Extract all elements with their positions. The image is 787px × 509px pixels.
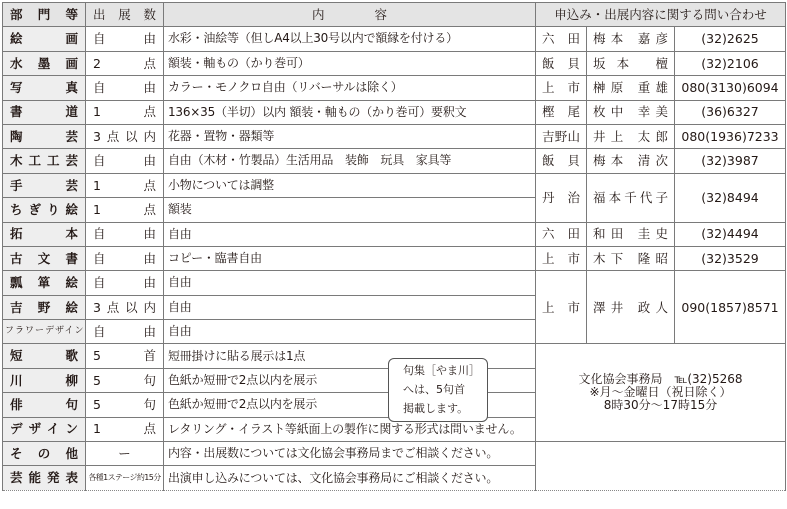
- contact-area: 飯貝: [536, 51, 587, 75]
- contact-name: 坂本 檀: [587, 51, 675, 75]
- content-cell: 額装・軸もの（かり巻可）: [164, 51, 536, 75]
- exhibit-count-cell: 自由: [86, 271, 164, 295]
- exhibit-count-cell: 自由: [86, 149, 164, 173]
- contact-name: 和田 圭史: [587, 222, 675, 246]
- exhibit-count-cell: 1点: [86, 173, 164, 197]
- contact-area: 上市: [536, 246, 587, 270]
- contact-name: 福本千代子: [587, 173, 675, 222]
- office-hours-note: ※月～金曜日（祝日除く）: [589, 385, 732, 400]
- haiku-anthology-note: [388, 358, 488, 422]
- contact-phone: (36)6327: [675, 100, 786, 124]
- category-cell: 拓本: [3, 222, 86, 246]
- exhibit-count-cell: 自由: [86, 222, 164, 246]
- contact-name: 澤井 政人: [587, 271, 675, 344]
- content-cell: 自由: [164, 222, 536, 246]
- content-cell: カラー・モノクロ自由（リバーサルは除く）: [164, 76, 536, 100]
- table-row: [3, 100, 786, 124]
- office-hours: 8時30分～17時15分: [603, 398, 718, 413]
- exhibit-count-cell: 各種1ステージ約15分: [86, 466, 164, 490]
- exhibit-count-cell: 3点以内: [86, 295, 164, 319]
- contact-phone: (32)2106: [675, 51, 786, 75]
- category-cell: その他: [3, 442, 86, 466]
- header-inquiry: 申込み・出展内容に関する問い合わせ: [536, 3, 786, 27]
- category-cell: 芸能発表: [3, 466, 86, 490]
- category-cell: デザイン: [3, 417, 86, 441]
- contact-name: 梅本 嘉彦: [587, 27, 675, 51]
- category-cell: 水墨画: [3, 51, 86, 75]
- contact-phone: (32)4494: [675, 222, 786, 246]
- content-cell: 額装: [164, 198, 536, 222]
- contact-name: 梅本 清次: [587, 149, 675, 173]
- content-cell: 花器・置物・器類等: [164, 124, 536, 148]
- content-cell: 自由: [164, 295, 536, 319]
- exhibit-count-cell: 自由: [86, 27, 164, 51]
- content-cell: 自由（木材・竹製品）生活用品 装飾 玩具 家具等: [164, 149, 536, 173]
- contact-name: 木下 隆昭: [587, 246, 675, 270]
- category-cell: 瓢箪絵: [3, 271, 86, 295]
- exhibit-count-cell: ー: [86, 442, 164, 466]
- content-cell: 水彩・油絵等（但しA4以上30号以内で額縁を付ける）: [164, 27, 536, 51]
- exhibit-count-cell: 1点: [86, 417, 164, 441]
- table-row: [3, 124, 786, 148]
- contact-phone: (32)3529: [675, 246, 786, 270]
- exhibit-count-cell: 自由: [86, 76, 164, 100]
- exhibit-count-cell: 2点: [86, 51, 164, 75]
- contact-phone: (32)2625: [675, 27, 786, 51]
- contact-area: 丹治: [536, 173, 587, 222]
- header-content: 内 容: [164, 3, 536, 27]
- contact-area: 上市: [536, 271, 587, 344]
- content-cell: 色紙か短冊で2点以内を展示: [164, 393, 536, 417]
- category-cell: 吉野絵: [3, 295, 86, 319]
- exhibit-count-cell: 1点: [86, 198, 164, 222]
- exhibit-count-cell: 5句: [86, 368, 164, 392]
- category-cell: 川柳: [3, 368, 86, 392]
- table-row: [3, 246, 786, 270]
- content-cell: コピー・臨書自由: [164, 246, 536, 270]
- content-cell: 内容・出展数については文化協会事務局までご相談ください。: [164, 442, 536, 466]
- exhibit-count-cell: 自由: [86, 320, 164, 344]
- exhibit-count-cell: 1点: [86, 100, 164, 124]
- contact-phone: 080(1936)7233: [675, 124, 786, 148]
- empty-contact-cell: [536, 442, 786, 491]
- exhibit-count-cell: 5首: [86, 344, 164, 368]
- category-cell: 木工工芸: [3, 149, 86, 173]
- table-row: [3, 442, 786, 466]
- exhibit-count-cell: 3点以内: [86, 124, 164, 148]
- category-cell: 絵画: [3, 27, 86, 51]
- category-cell: ちぎり絵: [3, 198, 86, 222]
- category-cell: 書道: [3, 100, 86, 124]
- category-cell: 俳句: [3, 393, 86, 417]
- culture-association-office: [536, 344, 786, 442]
- content-cell: 小物については調整: [164, 173, 536, 197]
- exhibit-count-cell: 自由: [86, 246, 164, 270]
- note-line-1: 句集［やま川］: [403, 364, 480, 377]
- contact-name: 井上 太郎: [587, 124, 675, 148]
- table-row: [3, 51, 786, 75]
- header-category: 部門等: [3, 3, 86, 27]
- content-cell: 136×35（半切）以内 額装・軸もの（かり巻可）要釈文: [164, 100, 536, 124]
- header-exhibit: 出展数: [86, 3, 164, 27]
- contact-area: 六田: [536, 27, 587, 51]
- contact-area: 樫尾: [536, 100, 587, 124]
- table-row: [3, 149, 786, 173]
- table-row: [3, 173, 786, 197]
- contact-area: 上市: [536, 76, 587, 100]
- content-cell: レタリング・イラスト等紙面上の製作に関する形式は問いません。: [164, 417, 536, 441]
- category-cell: 陶芸: [3, 124, 86, 148]
- table-row: [3, 271, 786, 295]
- table-row: [3, 27, 786, 51]
- content-cell: 色紙か短冊で2点以内を展示: [164, 368, 536, 392]
- note-line-3: 掲載します。: [403, 402, 469, 415]
- contact-phone: 080(3130)6094: [675, 76, 786, 100]
- header-row: [3, 3, 786, 27]
- note-line-2: へは、5句首: [403, 383, 465, 396]
- office-contact: 文化協会事務局 ℡(32)5268: [578, 371, 743, 386]
- contact-area: 六田: [536, 222, 587, 246]
- category-cell: 古文書: [3, 246, 86, 270]
- contact-area: 吉野山: [536, 124, 587, 148]
- content-cell: 自由: [164, 320, 536, 344]
- contact-area: 飯貝: [536, 149, 587, 173]
- contact-name: 榊原 重雄: [587, 76, 675, 100]
- exhibit-count-cell: 5句: [86, 393, 164, 417]
- table-row: [3, 76, 786, 100]
- category-cell: 写真: [3, 76, 86, 100]
- contact-name: 枚中 幸美: [587, 100, 675, 124]
- contact-phone: (32)3987: [675, 149, 786, 173]
- table-row: [3, 222, 786, 246]
- category-cell: 手芸: [3, 173, 86, 197]
- contact-phone: 090(1857)8571: [675, 271, 786, 344]
- category-cell: フラワーデザイン: [3, 320, 86, 344]
- content-cell: 自由: [164, 271, 536, 295]
- contact-phone: (32)8494: [675, 173, 786, 222]
- content-cell: 短冊掛けに貼る展示は1点: [164, 344, 536, 368]
- category-cell: 短歌: [3, 344, 86, 368]
- content-cell: 出演申し込みについては、文化協会事務局にご相談ください。: [164, 466, 536, 490]
